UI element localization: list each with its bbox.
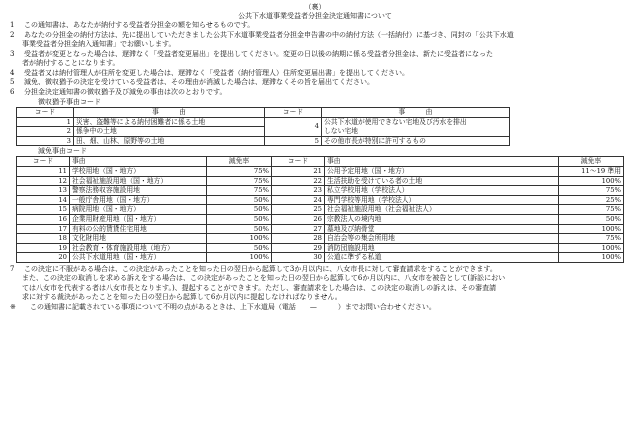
item-text: 受益者が変更となった場合は、遅滞なく「受益者変更届出」を提出してください。変更の日以後の納期に係る受益者分担金は、新たに受益者になった	[24, 49, 493, 58]
reason-cell: 私立学校用地（学校法人）	[325, 186, 559, 196]
item-number: 2	[10, 30, 15, 39]
column-header: コード	[265, 108, 322, 118]
item-number: 6	[10, 87, 15, 96]
item-3	[8, 50, 622, 60]
column-header: コード	[17, 157, 70, 167]
column-header: 減免率	[559, 157, 624, 167]
reason-cell: 社会福祉施設用地（社会福祉法人）	[325, 205, 559, 215]
reason-cell: 自治会等の集会所用地	[325, 234, 559, 244]
reason-cell: 消防団施設用地	[325, 243, 559, 253]
code-cell: 4	[265, 117, 322, 136]
code-cell: 2	[17, 127, 74, 137]
rate-cell: 50%	[559, 214, 624, 224]
reason-cell: 専門学校等用地（学校法人）	[325, 195, 559, 205]
rate-cell: 100%	[207, 253, 272, 263]
item-7	[8, 265, 622, 303]
table-row	[17, 186, 624, 196]
rate-cell: 50%	[207, 214, 272, 224]
deferral-code-table	[16, 107, 510, 146]
reason-cell: 文化財用地	[70, 234, 207, 244]
reason-cell: 公共下水道用地（国・地方）	[70, 253, 207, 263]
deferral-heading: 徴収猶予事由コード	[38, 98, 101, 106]
code-cell: 1	[17, 117, 74, 127]
code-cell: 12	[17, 176, 70, 186]
rate-cell: 100%	[559, 176, 624, 186]
rate-cell: 50%	[207, 205, 272, 215]
reason-cell: 警察法務収容施設用地	[70, 186, 207, 196]
item-1	[8, 21, 622, 31]
item-number: 5	[10, 78, 15, 86]
exemption-code-table	[16, 156, 624, 263]
code-cell: 27	[272, 224, 325, 234]
item-5	[8, 78, 622, 88]
item-7-line: ては八女市を代表する者は八女市長となります。)、提起することができます。ただし、審査請求をした場合は、この決定の取消しの訴えは、その審査請	[22, 283, 497, 292]
table-row	[17, 195, 624, 205]
code-cell: 13	[17, 186, 70, 196]
reason-cell: 災害、盗難等による納付困難者に係る土地	[74, 117, 265, 127]
table-row	[17, 234, 624, 244]
item-7-first-line	[8, 265, 622, 275]
item-number: 4	[10, 68, 15, 77]
column-header: コード	[17, 108, 74, 118]
code-cell: 23	[272, 186, 325, 196]
code-cell: 16	[17, 214, 70, 224]
rate-cell: 11～19 準用	[559, 166, 624, 176]
code-cell: 15	[17, 205, 70, 215]
item-text: この決定に不服がある場合は、この決定があったことを知った日の翌日から起算して3か月以内に、八女市長に対して審査請求をすることができます。	[24, 264, 497, 273]
table-header-row	[17, 157, 624, 167]
code-cell: 30	[272, 253, 325, 263]
rate-cell: 75%	[207, 176, 272, 186]
item-number: 3	[10, 49, 15, 58]
reason-cell: 社会教育・体育施設用地（地方）	[70, 243, 207, 253]
reason-cell: その他市長が特別に許可するもの	[322, 136, 510, 146]
table-row	[17, 214, 624, 224]
rate-cell: 100%	[207, 234, 272, 244]
rate-cell: 75%	[559, 205, 624, 215]
reason-cell: 一般庁舎用地（国・地方）	[70, 195, 207, 205]
item-6	[8, 88, 622, 98]
rate-cell: 100%	[559, 243, 624, 253]
note-mark: ※	[10, 302, 16, 311]
reason-cell	[322, 117, 510, 136]
reason-cell: 係争中の土地	[74, 127, 265, 137]
code-cell: 19	[17, 243, 70, 253]
note-text: この通知書に記載されている事項について不明の点があるときは、上下水道局（電話 — ）までお問い合わせください。	[30, 302, 436, 311]
rate-cell: 75%	[559, 186, 624, 196]
code-cell: 17	[17, 224, 70, 234]
reason-cell: 有料の公的賃貸住宅用地	[70, 224, 207, 234]
reason-cell: 宗教法人の境内地	[325, 214, 559, 224]
exemption-heading: 減免事由コード	[38, 147, 87, 156]
reason-line: しない宅地	[324, 126, 358, 135]
rate-cell: 100%	[559, 224, 624, 234]
code-cell: 28	[272, 234, 325, 244]
reason-cell: 社会福祉施設用地（国・地方）	[70, 176, 207, 186]
code-cell: 29	[272, 243, 325, 253]
reason-line: 公共下水道が使用できない宅地及び汚水を排出	[324, 118, 467, 127]
reason-cell: 公用予定用地（国・地方）	[325, 166, 559, 176]
item-2	[8, 31, 622, 41]
code-cell: 26	[272, 214, 325, 224]
code-cell: 18	[17, 234, 70, 244]
reason-cell: 病院用地（国・地方）	[70, 205, 207, 215]
item-number: 7	[10, 264, 15, 273]
code-cell: 11	[17, 166, 70, 176]
item-text: あなたの分担金の納付方法は、先に提出していただきました公共下水道事業受益者分担金申告書の中の納付方法（一括納付）に基づき、同封の「公共下水道	[24, 30, 514, 39]
column-header: 減免率	[207, 157, 272, 167]
column-header: 事由	[325, 157, 559, 167]
reason-cell: 企業用財産用地（国・地方）	[70, 214, 207, 224]
column-header: 事 由	[74, 108, 265, 118]
table-row	[17, 117, 510, 127]
column-header: 事由	[70, 157, 207, 167]
table-row	[17, 176, 624, 186]
table-row	[17, 166, 624, 176]
table-row	[17, 224, 624, 234]
rate-cell: 75%	[207, 166, 272, 176]
column-header: コード	[272, 157, 325, 167]
rate-cell: 50%	[207, 195, 272, 205]
item-3-continuation: 者が納付することになります。	[22, 59, 120, 67]
item-2-continuation: 事業受益者分担金納入通知書」でお願いします。	[22, 40, 176, 48]
rate-cell: 25%	[559, 195, 624, 205]
code-cell: 14	[17, 195, 70, 205]
reason-cell: 公道に準ずる私道	[325, 253, 559, 263]
rate-cell: 50%	[207, 224, 272, 234]
item-number: 1	[10, 21, 15, 29]
table-row	[17, 205, 624, 215]
table-row	[17, 243, 624, 253]
item-7-line: 求に対する裁決があったことを知った日の翌日から起算して6か月以内に提起しなければなりません。	[22, 293, 342, 302]
reason-cell: 生活扶助を受けている者の土地	[325, 176, 559, 186]
rate-cell: 75%	[207, 186, 272, 196]
code-cell: 21	[272, 166, 325, 176]
reason-cell: 田、畑、山林、原野等の土地	[74, 136, 265, 146]
table-row	[17, 253, 624, 263]
item-text: 受益者又は納付管理人が住所を変更した場合は、遅滞なく「受益者（納付管理人）住所変更届出書」を提出してください。	[24, 68, 409, 77]
table-header-row	[17, 108, 510, 118]
code-cell: 22	[272, 176, 325, 186]
code-cell: 5	[265, 136, 322, 146]
item-text: この通知書は、あなたが納付する受益者分担金の額を知らせるものです。	[24, 21, 255, 29]
code-cell: 24	[272, 195, 325, 205]
code-cell: 25	[272, 205, 325, 215]
item-text: 分担金決定通知書の徴収猶予及び減免の事由は次のとおりです。	[24, 87, 227, 96]
document-title: 公共下水道事業受益者分担金決定通知書について	[238, 12, 392, 20]
rate-cell: 75%	[559, 234, 624, 244]
reason-cell: 学校用地（国・地方）	[70, 166, 207, 176]
code-cell: 20	[17, 253, 70, 263]
back-label: （裏）	[304, 3, 326, 11]
code-cell: 3	[17, 136, 74, 146]
contact-note	[8, 303, 622, 313]
reason-cell: 墓地及び納骨堂	[325, 224, 559, 234]
item-text: 減免、徴収猶予の決定を受けている受益者は、その理由が消滅した場合は、遅滞なくその旨を届出てください。	[24, 78, 374, 86]
rate-cell: 50%	[207, 243, 272, 253]
column-header: 事 由	[322, 108, 510, 118]
item-7-line: また、この決定の取消しを求める訴えをする場合は、この決定があったことを知った日の翌日から起算して6か月以内に、八女市を被告として(訴訟におい	[22, 274, 506, 283]
rate-cell: 100%	[559, 253, 624, 263]
item-4	[8, 69, 622, 79]
table-row	[17, 136, 510, 146]
